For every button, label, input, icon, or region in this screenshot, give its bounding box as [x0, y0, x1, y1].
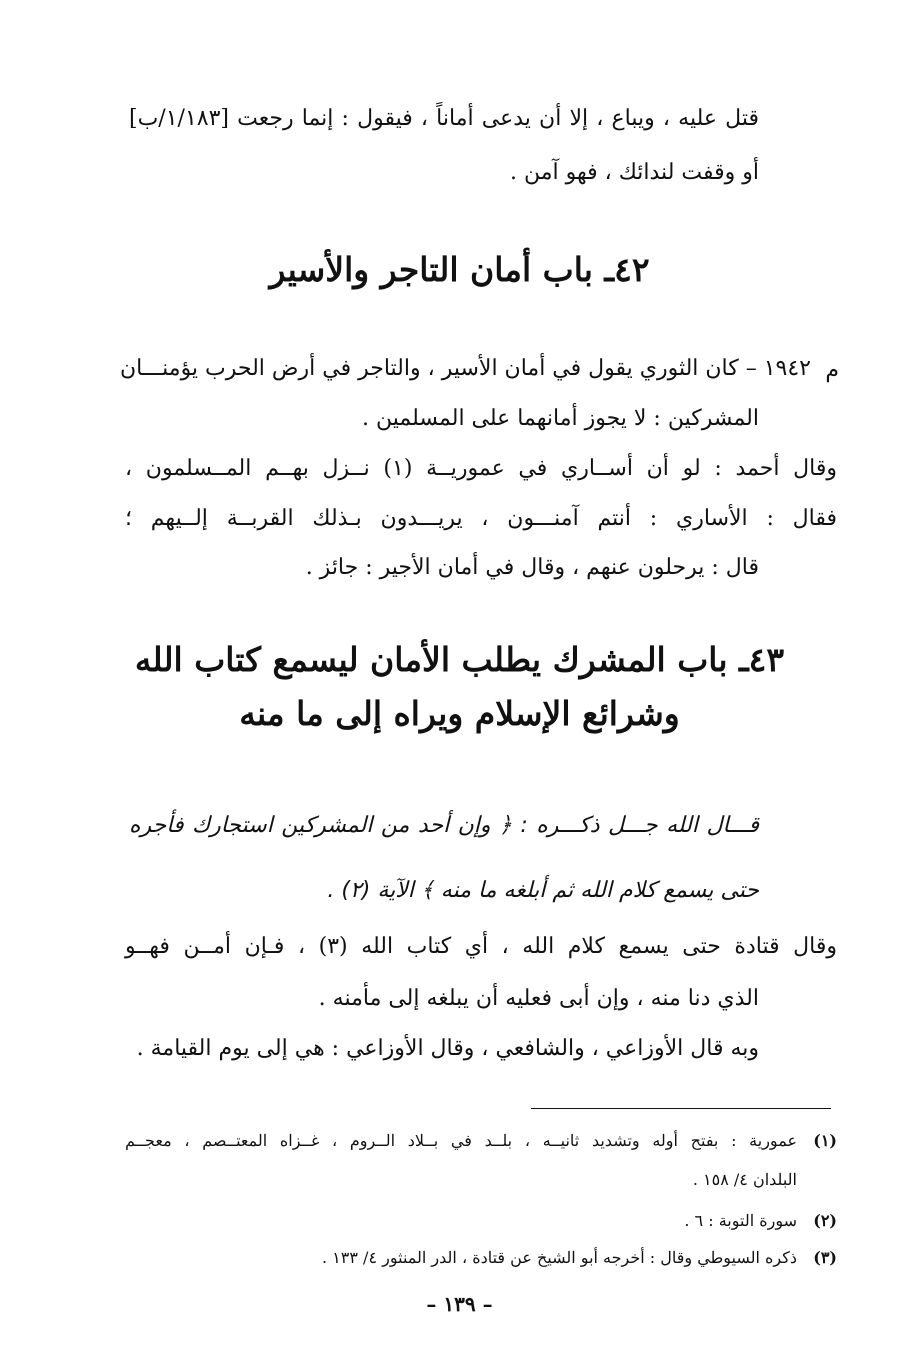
intro-line-1: قتل عليه ، ويباع ، إلا أن يدعى أماناً ، فيقول : إنما رجعت [١/١٨٣/ب] [129, 106, 759, 131]
footnote-separator [531, 1108, 831, 1109]
section-42-line-2: المشركين : لا يجوز أمانهما على المسلمين . [362, 406, 759, 431]
section-42-line-3: وقال أحمد : لو أن أســاري في عموريــة (١) نــزل بهــم المــسلمون ، [125, 456, 837, 481]
section-43-line-4: الذي دنا منه ، وإن أبى فعليه أن يبلغه إلى مأمنه . [318, 986, 759, 1011]
section-43-line-1: قـــال الله جـــل ذكـــره : ﴿ وإن أحد من المشركين استجارك فأجره [129, 813, 759, 838]
footnote-3-number: (٣) [813, 1248, 837, 1267]
footnote-1-line-1: عمورية : بفتح أوله وتشديد ثانيــه ، بلــد في بــلاد الــروم ، غــزاه المعتــصم ، معجــم [125, 1131, 797, 1150]
section-42-line-4: فقال : الأساري : أنتم آمنـــون ، يريـــدون بـذلك القربــة إلــيهم ؛ [125, 506, 837, 531]
section-43-line-2: حتى يسمع كلام الله ثم أبلغه ما منه ﴾ الآية (٢) . [327, 878, 759, 903]
item-1942-line-1: ١٩٤٢ – كان الثوري يقول في أمان الأسير ، والتاجر في أرض الحرب يؤمنـــان [119, 356, 811, 381]
section-43-heading-line-2: وشرائع الإسلام ويراه إلى ما منه [239, 694, 680, 733]
margin-marker: م [825, 358, 839, 383]
section-42-heading: ٤٢ـ باب أمان التاجر والأسير [269, 250, 650, 289]
section-43-heading-line-1: ٤٣ـ باب المشرك يطلب الأمان ليسمع كتاب الله [134, 640, 785, 679]
footnote-2-number: (٢) [813, 1211, 837, 1230]
footnote-2-text: سورة التوبة : ٦ . [684, 1211, 797, 1230]
section-42-line-5: قال : يرحلون عنهم ، وقال في أمان الأجير : جائز . [305, 555, 759, 580]
footnote-1-number: (١) [813, 1131, 837, 1150]
footnote-3-text: ذكره السيوطي وقال : أخرجه أبو الشيخ عن قتادة ، الدر المنثور ٤/ ١٣٣ . [322, 1248, 797, 1267]
footnote-1-line-2: البلدان ٤/ ١٥٨ . [692, 1170, 797, 1189]
section-43-line-3: وقال قتادة حتى يسمع كلام الله ، أي كتاب الله (٣) ، فـإن أمــن فهــو [125, 934, 837, 959]
section-43-line-5: وبه قال الأوزاعي ، والشافعي ، وقال الأوزاعي : هي إلى يوم القيامة . [136, 1036, 759, 1061]
page-number: – ١٣٩ – [426, 1292, 493, 1316]
intro-line-2: أو وقفت لندائك ، فهو آمن . [510, 160, 759, 185]
